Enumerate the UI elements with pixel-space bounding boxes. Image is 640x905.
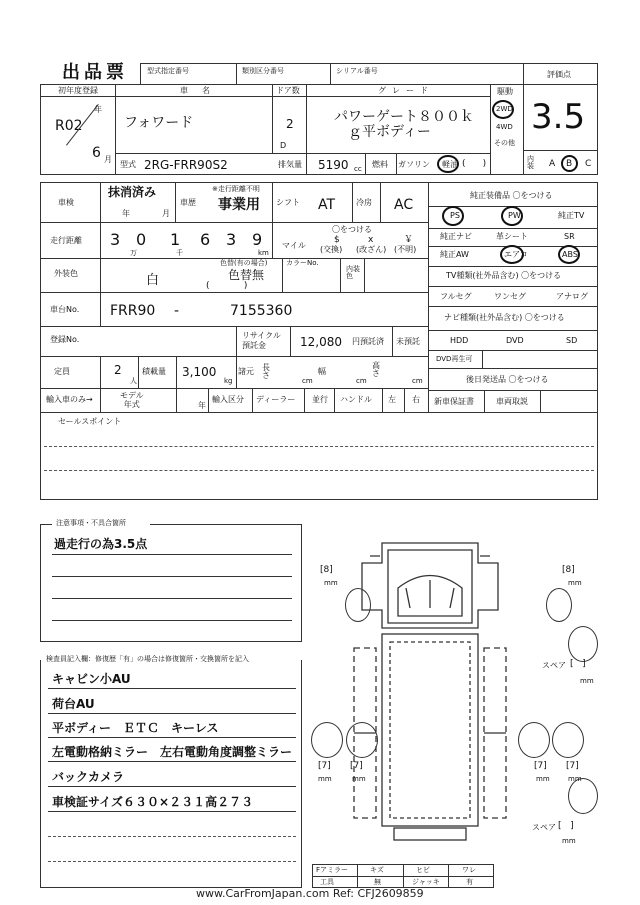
later-warranty: 新車保証書 xyxy=(434,397,474,406)
load-unit: kg xyxy=(224,377,233,385)
color-change-label: 色替(有の場合) xyxy=(220,259,268,267)
opt-pw-circle xyxy=(501,206,523,226)
type-cert-label: 型式指定番号 xyxy=(147,67,189,75)
odometer-digit: 1 xyxy=(170,230,181,249)
options-title: 純正装備品 〇をつける xyxy=(470,191,553,200)
tyre-front-right xyxy=(546,588,572,622)
shaken-year: 年 xyxy=(122,209,130,218)
tyre-rr2-depth: [7] xyxy=(566,761,579,771)
spare-mm-2: mm xyxy=(562,837,576,845)
spare-label-1: スペア xyxy=(542,661,566,670)
chassis-number: 7155360 xyxy=(230,303,293,319)
color-change-value: 色替無 xyxy=(228,268,265,282)
fuel-paren: ( ) xyxy=(462,159,487,169)
width-cm: cm xyxy=(356,377,367,385)
tyre-rear-left-outer xyxy=(311,722,343,758)
top-fields-box xyxy=(140,63,524,85)
navi-dvd: DVD xyxy=(506,336,524,345)
handle-label: ハンドル xyxy=(340,395,372,404)
tyre-rl2-mm: mm xyxy=(352,775,366,783)
drive-label: 駆動 xyxy=(497,87,513,96)
drive-2wd: 2WD xyxy=(496,105,513,113)
legend-h2: キズ xyxy=(370,866,384,874)
legend-h1: Fアミラー xyxy=(316,866,349,874)
mile-label: マイル xyxy=(282,241,306,250)
displacement-value: 5190 xyxy=(318,158,349,172)
spare-mm-1: mm xyxy=(580,677,594,685)
history-label: 車歴 xyxy=(180,198,196,207)
legend-r2: 無 xyxy=(374,878,381,886)
height-label: 高さ xyxy=(372,361,380,378)
tv-analog: アナログ xyxy=(556,292,588,301)
tyre-rl1-depth: [7] xyxy=(318,761,331,771)
aircon-value: AC xyxy=(394,197,414,213)
tyre-spare-2 xyxy=(568,775,598,814)
shaken-value: 抹消済み xyxy=(108,185,157,199)
door-d: D xyxy=(280,141,287,150)
cc-unit: cc xyxy=(354,165,362,173)
meter-x2: (改ざん) xyxy=(356,245,387,254)
capacity-unit: 人 xyxy=(130,377,137,385)
aircon-label: 冷房 xyxy=(356,198,372,207)
first-reg-label: 初年度登録 xyxy=(58,86,98,95)
handle-left: 左 xyxy=(388,395,396,404)
legend-r4: 有 xyxy=(466,878,473,886)
sales-point-label: セールスポイント xyxy=(58,417,122,426)
tyre-fr-mm: mm xyxy=(568,579,582,587)
load-label: 積載量 xyxy=(142,367,166,376)
import-type-label: 輸入区分 xyxy=(212,395,244,404)
tyre-rear-right-outer xyxy=(552,722,584,758)
opt-ps-circle xyxy=(442,206,464,226)
odometer-digits xyxy=(100,222,272,258)
tv-title: TV種類(社外品含む) 〇をつける xyxy=(446,271,562,280)
tyre-spare-1 xyxy=(568,626,598,662)
width-label: 幅 xyxy=(318,367,326,376)
length-label: 長さ xyxy=(262,363,270,380)
notes-title: 注意事項・不具合箇所 xyxy=(56,519,126,527)
navi-hdd: HDD xyxy=(450,336,469,345)
tyre-rr1-depth: [7] xyxy=(534,761,547,771)
legend-r3: ジャッキ xyxy=(412,878,440,886)
model-label: 型式 xyxy=(120,160,136,169)
tyre-fl-depth: [8] xyxy=(320,565,333,575)
odometer-digit: 9 xyxy=(252,230,263,249)
chassis-label: 車台No. xyxy=(50,305,80,314)
tv-fullseg: フルセグ xyxy=(440,292,472,301)
shift-label: シフト xyxy=(276,198,300,207)
shaken-label: 車検 xyxy=(58,198,74,207)
interior-b-circle xyxy=(561,155,578,172)
capacity-label: 定員 xyxy=(54,367,70,376)
drive-2wd-circle xyxy=(492,100,514,119)
recycle-paid: 円預託済 xyxy=(352,337,384,346)
shift-value: AT xyxy=(318,197,336,213)
opt-sr: SR xyxy=(564,232,575,241)
serial-label: シリアル番号 xyxy=(336,67,378,75)
reg-no-label: 登録No. xyxy=(50,335,80,344)
odometer-digit: 6 xyxy=(200,230,211,249)
color-change-paren: ( ) xyxy=(206,281,248,291)
watermark: www.CarFromJapan.com Ref: CFJ2609859 xyxy=(196,887,424,900)
history-value: 事業用 xyxy=(218,197,260,213)
inspector-title: 検査員記入欄：修復歴「有」の場合は修復箇所・交換箇所を記入 xyxy=(46,655,249,663)
parallel-label: 並行 xyxy=(312,395,328,404)
later-manual: 車両取説 xyxy=(496,397,528,406)
car-name-label: 車名 xyxy=(180,86,224,95)
import-only-label: 輸入車のみ→ xyxy=(46,395,93,404)
interior-label: 内装 xyxy=(527,155,534,170)
year-unit: 年 xyxy=(94,105,102,114)
tyre-rr2-mm: mm xyxy=(568,775,582,783)
tyre-rl1-mm: mm xyxy=(318,775,332,783)
interior-a: A xyxy=(549,159,556,169)
grade-line-1: パワーゲート８００ｋ xyxy=(334,109,474,125)
opt-aw: 純正AW xyxy=(440,250,469,259)
dims-label: 諸元 xyxy=(238,367,254,376)
interior-c: C xyxy=(585,159,592,169)
notes-line-1: 過走行の為3.5点 xyxy=(54,537,148,551)
color-no-label: カラーNo. xyxy=(286,259,319,267)
ext-color-label: 外装色 xyxy=(54,269,78,278)
score-value: 3.5 xyxy=(531,97,586,137)
odometer-digit: 0 xyxy=(136,230,147,249)
fuel-light: 軽油 xyxy=(442,160,458,169)
chassis-value: FRR90 xyxy=(110,303,156,319)
reg-month: 6 xyxy=(92,145,101,161)
recycle-unpaid: 未預託 xyxy=(396,337,420,346)
month-unit: 月 xyxy=(104,155,112,164)
meter-x: x xyxy=(368,235,374,245)
doors-label: ドア数 xyxy=(276,86,300,95)
inspector-line-4: 左電動格納ミラー 左右電動角度調整ミラー xyxy=(52,745,293,759)
meter-ok: $ xyxy=(334,235,340,245)
meter-q2: (不明) xyxy=(394,245,417,254)
opt-abs-circle xyxy=(558,245,580,264)
grade-line-2: ｇ平ボディー xyxy=(348,124,431,140)
tyre-fl-mm: mm xyxy=(324,579,338,587)
inspector-line-1: キャビン小AU xyxy=(52,672,131,686)
truck-diagram xyxy=(310,528,610,868)
fuel-light-circle xyxy=(437,155,459,173)
legend-r1: 工具 xyxy=(320,878,334,886)
car-name-value: フォワード xyxy=(124,115,194,131)
drive-other: その他 xyxy=(494,139,515,147)
meter-q: ￥ xyxy=(404,235,414,245)
load-value: 3,100 xyxy=(182,365,217,379)
model-value: 2RG-FRR90S2 xyxy=(144,158,228,172)
inspector-line-5: バックカメラ xyxy=(52,770,125,784)
recycle-label: リサイクル 預託金 xyxy=(242,331,281,350)
odometer-digit: 3 xyxy=(110,230,121,249)
odometer-label: 走行距離 xyxy=(50,236,82,245)
spare-label-2: スペア xyxy=(532,823,556,832)
spare-bracket-2: [ ] xyxy=(558,821,574,831)
tyre-rear-left-inner xyxy=(346,722,378,758)
odo-km: km xyxy=(258,249,269,257)
spare-bracket-1: [ ] xyxy=(570,659,586,669)
meter-ok2: (交換) xyxy=(320,245,343,254)
tyre-front-left xyxy=(345,588,371,622)
tyre-rear-right-inner xyxy=(518,722,550,758)
history-note: ※走行距離不明 xyxy=(212,185,260,193)
category-label: 類別区分番号 xyxy=(242,67,284,75)
odometer-digit: 3 xyxy=(226,230,237,249)
doors-value: 2 xyxy=(286,117,294,131)
opt-abs: ABS xyxy=(562,250,578,259)
height-cm: cm xyxy=(412,377,423,385)
opt-pw: PW xyxy=(508,211,521,220)
sheet-title: 出品票 xyxy=(62,62,128,83)
dvd-play: DVD再生可 xyxy=(436,355,473,363)
odo-man: 万 xyxy=(130,249,137,257)
opt-ac-circle xyxy=(500,245,524,264)
length-cm: cm xyxy=(302,377,313,385)
tyre-rl2-depth: [7] xyxy=(350,761,363,771)
circle-it: 〇をつける xyxy=(332,225,372,234)
fuel-gasoline: ガソリン xyxy=(398,160,430,169)
model-year-label: モデル 年式 xyxy=(120,391,144,409)
capacity-value: 2 xyxy=(114,363,122,377)
opt-ac: エアコ xyxy=(504,250,528,259)
ext-color-value: 白 xyxy=(146,273,160,288)
score-label: 評価点 xyxy=(547,70,571,79)
drive-4wd: 4WD xyxy=(496,123,513,131)
import-year: 年 xyxy=(198,401,206,410)
opt-tv: 純正TV xyxy=(558,211,585,220)
later-title: 後日発送品 〇をつける xyxy=(466,375,549,384)
tv-oneseg: ワンセグ xyxy=(494,292,526,301)
recycle-value: 12,080 xyxy=(300,335,342,349)
handle-right: 右 xyxy=(412,395,420,404)
opt-ps: PS xyxy=(450,211,460,220)
reg-year: R02 xyxy=(55,118,83,134)
int-color-label: 内装 色 xyxy=(346,265,360,280)
navi-sd: SD xyxy=(566,336,578,345)
inspector-line-2: 荷台AU xyxy=(52,697,95,711)
tyre-rr1-mm: mm xyxy=(536,775,550,783)
opt-navi: 純正ナビ xyxy=(440,232,472,241)
fuel-label: 燃料 xyxy=(372,160,388,169)
dealer-label: ディーラー xyxy=(256,395,296,404)
grade-label: グレード xyxy=(378,86,434,95)
opt-leather: 革シート xyxy=(496,232,528,241)
shaken-month: 月 xyxy=(162,209,170,218)
interior-b: B xyxy=(566,159,573,169)
navi-title: ナビ種類(社外品含む) 〇をつける xyxy=(444,313,565,322)
legend-h4: ワレ xyxy=(462,866,476,874)
legend-h3: ヒビ xyxy=(416,866,430,874)
odo-sen: 千 xyxy=(176,249,183,257)
inspector-line-3: 平ボディー ＥＴＣ キーレス xyxy=(52,721,219,735)
tyre-fr-depth: [8] xyxy=(562,565,575,575)
displacement-label: 排気量 xyxy=(278,160,302,169)
chassis-dash: - xyxy=(174,303,180,319)
inspector-line-6: 車検証サイズ６３０×２３１高２７３ xyxy=(52,795,254,809)
